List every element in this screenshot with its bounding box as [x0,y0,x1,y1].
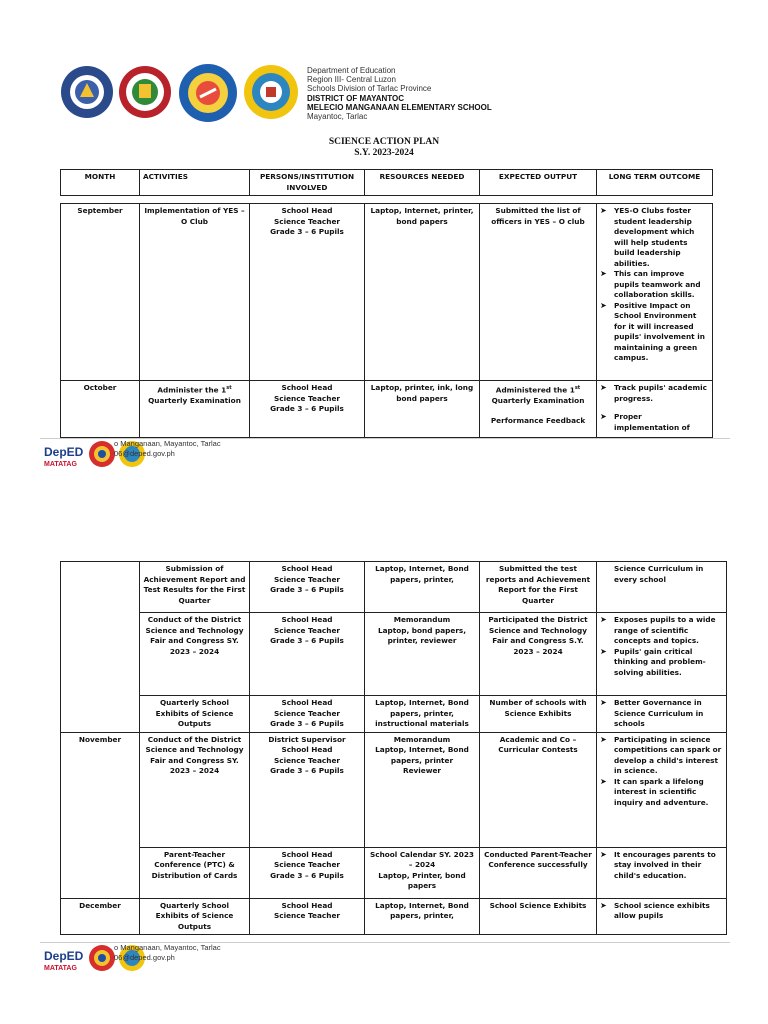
header-line: Region III- Central Luzon [307,75,396,85]
outcome-item: ➤ It can spark a lifelong interest in scientific inquiry and adventure. [600,777,723,809]
deped-logo: DepED [44,949,84,963]
title-line-1: SCIENCE ACTION PLAN [328,137,440,147]
outcome-item: ➤ Pupils' gain critical thinking and problem-solving abilities. [600,647,723,679]
outcome-cell: Science Curriculum in every school [597,562,727,613]
activity-cell: Conduct of the District Science and Technology Fair and Congress SY. 2023 – 2024 [140,732,250,847]
output-cell: Number of schools with Science Exhibits [480,696,597,733]
outcome-item: ➤ Better Governance in Science Curriculum in schools [600,698,723,730]
table-row [61,562,727,613]
month-cell: October [61,381,140,438]
resources-cell: Laptop, Internet, printer, bond papers [365,204,480,381]
persons-cell: School Head Science Teacher Grade 3 – 6 Pupils [250,613,365,696]
activity-cell: Implementation of YES – O Club [140,204,250,381]
resources-cell: Laptop, Internet, Bond papers, printer, [365,898,480,935]
activity-cell [140,381,250,438]
matatag-logo: MATATAG [44,965,77,972]
resources-cell: Memorandum Laptop, Internet, Bond papers, printer Reviewer [365,732,480,847]
table-row [61,847,727,898]
outcome-item: ➤ YES-O Clubs foster student leadership development which will help students build leadership abilities. [600,206,709,269]
table-row [61,696,727,733]
persons-cell: School Head Science Teacher Grade 3 – 6 Pupils [250,204,365,381]
activity-cell: Quarterly School Exhibits of Science Outputs [140,696,250,733]
matatag-logo: MATATAG [44,461,77,468]
outcome-item: ➤ School science exhibits allow pupils [600,901,723,922]
outcome-cell [597,732,727,847]
output-cell: Academic and Co – Curricular Contests [480,732,597,847]
activity-cell: Submission of Achievement Report and Test Results for the First Quarter [140,562,250,613]
division-seal-logo [118,64,172,120]
header-district: DISTRICT OF MAYANTOC [307,93,405,103]
footer-contact [114,943,221,962]
resources-cell: Laptop, printer, ink, long bond papers [365,381,480,438]
activity-text: Administer the 1 [157,385,227,395]
school-header [307,66,492,121]
resources-cell: Laptop, Internet, Bond papers, printer, [365,562,480,613]
document-title [0,137,768,159]
table-row [61,732,727,847]
plan-table-page-2 [60,561,727,935]
output-cell: Submitted the list of officers in YES – O club [480,204,597,381]
page-1 [0,0,768,480]
activity-text: Quarterly Examination [148,395,241,405]
output-cell: Submitted the test reports and Achievement Report for the First Quarter [480,562,597,613]
col-expected-output: EXPECTED OUTPUT [480,170,597,196]
resources-cell: Laptop, Internet, Bond papers, printer, instructional materials [365,696,480,733]
page-footer [40,438,740,478]
header-school: MELECIO MANGANAAN ELEMENTARY SCHOOL [307,102,492,112]
bagong-pilipinas-icon [88,440,116,468]
col-month: MONTH [61,170,140,196]
outcome-cell [597,847,727,898]
district-seal-logo [178,63,238,123]
outcome-cell [597,696,727,733]
table-row [61,898,727,935]
resources-cell: Memorandum Laptop, bond papers, printer, reviewer [365,613,480,696]
outcome-item: ➤ Exposes pupils to a wide range of scientific concepts and topics. [600,615,723,647]
table-row [61,613,727,696]
bagong-pilipinas-icon [88,944,116,972]
persons-cell: School Head Science Teacher Grade 3 – 6 Pupils [250,381,365,438]
footer-email: 06@deped.gov.ph [114,952,175,962]
header-line: Schools Division of Tarlac Province [307,84,432,94]
output-cell: Conducted Parent-Teacher Conference successfully [480,847,597,898]
output-cell: Participated the District Science and Technology Fair and Congress S.Y. 2023 – 2024 [480,613,597,696]
outcome-item: ➤ It encourages parents to stay involved in their child's education. [600,850,723,882]
month-cell: November [61,732,140,898]
outcome-cell [597,613,727,696]
col-long-term-outcome: LONG TERM OUTCOME [597,170,713,196]
persons-cell: School Head Science Teacher [250,898,365,935]
month-cell: December [61,898,140,935]
activity-cell: Conduct of the District Science and Technology Fair and Congress SY. 2023 – 2024 [140,613,250,696]
outcome-item: ➤ This can improve pupils teamwork and collaboration skills. [600,269,709,301]
outcome-item: ➤ Proper implementation of [600,412,709,433]
col-activities: ACTIVITIES [140,170,250,196]
footer-contact [114,439,221,458]
persons-cell: District Supervisor School Head Science Teacher Grade 3 – 6 Pupils [250,732,365,847]
deped-seal-logo [60,65,114,119]
output-cell [480,381,597,438]
outcome-cell [597,898,727,935]
outcome-item: ➤ Positive Impact on School Environment for it will increased pupils' involvement in maintaining a green campus. [600,301,709,364]
resources-cell: School Calendar SY. 2023 – 2024 Laptop, Printer, bond papers [365,847,480,898]
plan-table-page-1 [60,203,713,438]
persons-cell: School Head Science Teacher Grade 3 – 6 Pupils [250,562,365,613]
month-cell: September [61,204,140,381]
outcome-item: ➤ Track pupils' academic progress. [600,383,709,404]
output-text: Performance Feedback [490,416,586,426]
month-cell-empty [61,562,140,733]
header-line: Department of Education [307,66,396,75]
title-line-2: S.Y. 2023-2024 [354,148,414,158]
deped-logo: DepED [44,445,84,459]
persons-cell: School Head Science Teacher Grade 3 – 6 Pupils [250,696,365,733]
page-footer [40,942,740,982]
persons-cell: School Head Science Teacher Grade 3 – 6 Pupils [250,847,365,898]
footer-address: o Manganaan, Mayantoc, Tarlac [114,943,221,952]
outcome-item: ➤ Participating in science competitions can spark or develop a child's interest in science. [600,735,723,777]
column-header-table [60,169,713,196]
header-location: Mayantoc, Tarlac [307,112,368,122]
activity-cell: Quarterly School Exhibits of Science Outputs [140,898,250,935]
table-row [61,204,713,381]
school-seal-logo [243,63,299,121]
page-2 [0,480,768,1024]
output-text: Administered the 1 [495,385,575,395]
activity-cell: Parent-Teacher Conference (PTC) & Distribution of Cards [140,847,250,898]
output-text: Quarterly Examination [491,395,585,405]
footer-email: 06@deped.gov.ph [114,448,175,458]
table-row [61,381,713,438]
superscript: st [574,385,581,391]
footer-address: o Manganaan, Mayantoc, Tarlac [114,439,221,448]
output-cell: School Science Exhibits [480,898,597,935]
col-resources: RESOURCES NEEDED [365,170,480,196]
outcome-cell [597,204,713,381]
outcome-cell [597,381,713,438]
col-persons: PERSONS/INSTITUTION INVOLVED [250,170,365,196]
superscript: st [226,385,232,391]
